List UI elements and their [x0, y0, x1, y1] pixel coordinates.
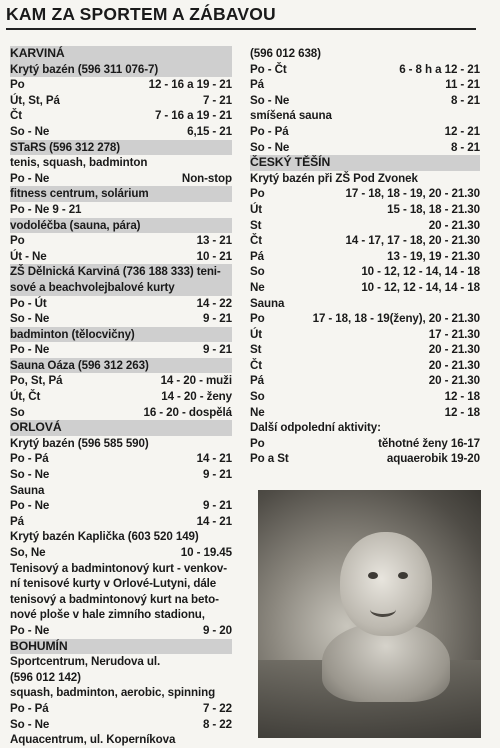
venue-heading	[10, 218, 232, 234]
row-label: tenisový a badmintonový kurt na beto-	[10, 592, 219, 606]
row-label: So, Ne	[10, 546, 46, 559]
row-label: So	[250, 390, 265, 404]
venue-heading	[10, 186, 232, 202]
row-label: Čt	[250, 234, 263, 248]
row-label: ní tenisové kurty v Orlové-Lutyni, dále	[10, 577, 217, 591]
city-heading	[10, 46, 232, 62]
row-label: Út	[250, 202, 263, 216]
schedule-row	[10, 389, 232, 405]
row-label: So - Ne	[10, 717, 50, 731]
schedule-row	[250, 140, 480, 156]
schedule-row	[10, 483, 232, 499]
row-label: Ne	[250, 405, 265, 419]
row-label: Pá	[250, 249, 264, 263]
schedule-row	[250, 405, 480, 421]
photo-baby-eye	[398, 572, 408, 579]
venue-heading	[10, 140, 232, 156]
row-label: Po	[10, 234, 25, 248]
schedule-row	[10, 545, 232, 561]
row-label: Po	[250, 187, 265, 201]
page-title: KAM ZA SPORTEM A ZÁBAVOU	[6, 4, 476, 30]
row-value: 14 - 20 - muži	[160, 374, 232, 388]
schedule-row	[10, 529, 232, 545]
row-label: Út	[250, 327, 263, 341]
row-label: Pá	[250, 374, 264, 388]
row-label: Po - Pá	[10, 701, 49, 715]
schedule-row	[10, 732, 232, 748]
schedule-row	[10, 451, 232, 467]
row-label: So - Ne	[10, 124, 50, 138]
row-label: Po - Ne 9 - 21	[10, 202, 82, 216]
row-value: 12 - 18	[444, 390, 480, 404]
row-value: 9 - 21	[202, 468, 232, 482]
row-value: 8 - 22	[202, 717, 232, 731]
schedule-row	[10, 124, 232, 140]
row-label: vodoléčba (sauna, pára)	[10, 218, 141, 232]
schedule-row	[10, 108, 232, 124]
row-value: 9 - 20	[202, 623, 232, 637]
schedule-row	[250, 342, 480, 358]
row-value: 20 - 21.30	[428, 374, 480, 388]
row-label: BOHUMÍN	[10, 638, 68, 653]
schedule-row	[250, 46, 480, 62]
schedule-row	[10, 77, 232, 93]
schedule-row	[250, 233, 480, 249]
row-label: Po	[10, 78, 25, 92]
schedule-row	[250, 218, 480, 234]
row-value: 13 - 19, 19 - 21.30	[387, 249, 480, 263]
row-value: 8 - 21	[450, 140, 480, 154]
row-value: 9 - 21	[202, 499, 232, 513]
schedule-row	[10, 514, 232, 530]
row-value: 17 - 21.30	[428, 327, 480, 341]
schedule-row	[250, 451, 480, 467]
venue-heading	[10, 62, 232, 78]
schedule-row	[250, 186, 480, 202]
row-label: Út, St, Pá	[10, 93, 60, 107]
row-value: 6 - 8 h a 12 - 21	[399, 62, 480, 76]
photo-baby-head	[340, 532, 432, 636]
schedule-row	[10, 155, 232, 171]
row-value: 11 - 21	[445, 78, 480, 92]
schedule-row	[10, 654, 232, 670]
schedule-row	[250, 249, 480, 265]
row-value: 13 - 21	[196, 234, 232, 248]
row-label: So - Ne	[10, 468, 50, 482]
row-label: St	[250, 343, 262, 357]
schedule-row	[10, 717, 232, 733]
row-label: fitness centrum, solárium	[10, 187, 149, 201]
row-label: Krytý bazén při ZŠ Pod Zvonek	[250, 171, 418, 185]
schedule-row	[10, 436, 232, 452]
schedule-row	[10, 576, 232, 592]
row-label: Po - Ne	[10, 623, 50, 637]
row-label: Po - Út	[10, 296, 47, 310]
schedule-row	[10, 342, 232, 358]
schedule-row	[250, 62, 480, 78]
schedule-row	[10, 670, 232, 686]
row-value: 14 - 22	[196, 296, 232, 310]
row-label: ZŠ Dělnická Karviná (736 188 333) teni-	[10, 265, 221, 279]
schedule-row	[10, 561, 232, 577]
row-label: Sauna Oáza (596 312 263)	[10, 358, 149, 372]
schedule-row	[250, 327, 480, 343]
row-label: Pá	[250, 78, 264, 92]
schedule-row	[250, 124, 480, 140]
row-value: těhotné ženy 16-17	[378, 436, 480, 450]
row-label: Út, Čt	[10, 390, 41, 404]
row-label: smíšená sauna	[250, 109, 332, 123]
row-label: Čt	[250, 358, 263, 372]
row-label: Po - Pá	[10, 452, 49, 466]
row-label: Ne	[250, 280, 265, 294]
schedule-row	[250, 389, 480, 405]
row-label: Po, St, Pá	[10, 374, 63, 388]
row-value: aquaerobik 19-20	[386, 452, 480, 466]
schedule-row	[10, 623, 232, 639]
row-label: Po - Čt	[250, 62, 287, 76]
schedule-row	[10, 467, 232, 483]
row-label: KARVINÁ	[10, 46, 65, 60]
schedule-row	[10, 498, 232, 514]
row-value: 10 - 12, 12 - 14, 14 - 18	[361, 280, 480, 294]
row-value: 10 - 19.45	[180, 546, 232, 559]
venue-heading	[10, 358, 232, 374]
schedule-row	[10, 93, 232, 109]
row-value: 7 - 22	[202, 701, 232, 715]
row-value: 14 - 21	[196, 452, 232, 466]
schedule-row	[250, 420, 480, 436]
venue-heading	[10, 280, 232, 296]
schedule-row	[10, 296, 232, 312]
row-value: 16 - 20 - dospělá	[143, 405, 232, 419]
schedule-row	[250, 77, 480, 93]
row-label: So	[250, 265, 265, 279]
row-label: Tenisový a badmintonový kurt - venkov-	[10, 561, 227, 575]
schedule-row	[10, 249, 232, 265]
row-label: ORLOVÁ	[10, 420, 62, 435]
row-label: St	[250, 218, 262, 232]
schedule-row	[10, 405, 232, 421]
schedule-row	[10, 233, 232, 249]
right-column	[250, 46, 480, 467]
row-label: (596 012 142)	[10, 670, 81, 684]
photo-baby-eye	[368, 572, 378, 579]
row-value: 20 - 21.30	[428, 343, 480, 357]
row-value: 7 - 21	[202, 93, 232, 107]
row-label: badminton (tělocvičny)	[10, 327, 135, 341]
row-label: So - Ne	[10, 312, 50, 326]
row-label: Krytý bazén (596 585 590)	[10, 436, 149, 450]
left-column	[10, 46, 232, 748]
row-label: Po - Ne	[10, 499, 50, 513]
schedule-row	[250, 202, 480, 218]
row-label: Čt	[10, 109, 23, 123]
row-label: So	[10, 405, 25, 419]
row-label: Po a St	[250, 452, 289, 466]
schedule-row	[10, 373, 232, 389]
row-label: Sauna	[250, 296, 285, 310]
row-label: nové ploše v hale zimního stadionu,	[10, 608, 205, 622]
row-value: 15 - 18, 18 - 21.30	[387, 202, 480, 216]
city-heading	[250, 155, 480, 171]
schedule-row	[10, 311, 232, 327]
row-label: Krytý bazén Kaplička (603 520 149)	[10, 530, 199, 544]
row-label: So - Ne	[250, 93, 290, 107]
row-label: (596 012 638)	[250, 47, 321, 60]
row-label: Po - Pá	[250, 124, 289, 138]
row-value: 10 - 21	[196, 249, 232, 263]
row-value: 6,15 - 21	[187, 124, 232, 138]
row-label: Další odpolední aktivity:	[250, 421, 381, 435]
city-heading	[10, 420, 232, 436]
schedule-row	[250, 264, 480, 280]
row-value: 12 - 21	[444, 124, 480, 138]
row-label: tenis, squash, badminton	[10, 156, 148, 170]
photo-baby-mouth	[370, 602, 396, 617]
row-value: 12 - 18	[444, 405, 480, 419]
row-label: So - Ne	[250, 140, 290, 154]
row-label: Pá	[10, 514, 24, 528]
schedule-row	[10, 701, 232, 717]
row-label: Aquacentrum, ul. Koperníkova	[10, 733, 176, 747]
row-label: Sportcentrum, Nerudova ul.	[10, 655, 161, 669]
row-value: 8 - 21	[450, 93, 480, 107]
row-value: 9 - 21	[202, 312, 232, 326]
row-value: 17 - 18, 18 - 19(ženy), 20 - 21.30	[312, 312, 480, 326]
row-label: Po	[250, 436, 265, 450]
schedule-row	[10, 685, 232, 701]
schedule-row	[10, 202, 232, 218]
row-label: STaRS (596 312 278)	[10, 140, 121, 154]
row-value: 7 - 16 a 19 - 21	[154, 109, 232, 123]
schedule-row	[250, 108, 480, 124]
schedule-row	[10, 171, 232, 187]
row-value: 9 - 21	[202, 343, 232, 357]
city-heading	[10, 639, 232, 655]
schedule-row	[10, 592, 232, 608]
row-label: Po - Ne	[10, 343, 50, 357]
baby-photo	[258, 490, 481, 738]
row-value: 10 - 12, 12 - 14, 14 - 18	[361, 265, 480, 279]
schedule-row	[10, 607, 232, 623]
row-value: 14 - 17, 17 - 18, 20 - 21.30	[345, 234, 480, 248]
row-value: 12 - 16 a 19 - 21	[148, 78, 232, 92]
schedule-row	[250, 93, 480, 109]
row-value: Non-stop	[181, 171, 232, 185]
row-label: Po - Ne	[10, 171, 50, 185]
row-value: 14 - 20 - ženy	[161, 390, 232, 404]
schedule-row	[250, 296, 480, 312]
row-value: 14 - 21	[196, 514, 232, 528]
schedule-row	[250, 373, 480, 389]
schedule-row	[250, 311, 480, 327]
schedule-row	[250, 171, 480, 187]
row-label: Sauna	[10, 483, 45, 497]
row-value: 20 - 21.30	[428, 358, 480, 372]
row-label: ČESKÝ TĚŠÍN	[250, 155, 331, 170]
schedule-row	[250, 436, 480, 452]
schedule-row	[250, 358, 480, 374]
row-label: sové a beachvolejbalové kurty	[10, 280, 175, 294]
row-label: squash, badminton, aerobic, spinning	[10, 686, 216, 700]
venue-heading	[10, 327, 232, 343]
row-label: Krytý bazén (596 311 076-7)	[10, 62, 159, 76]
row-label: Po	[250, 312, 265, 326]
row-label: Út - Ne	[10, 249, 47, 263]
row-value: 17 - 18, 18 - 19, 20 - 21.30	[345, 187, 480, 201]
schedule-row	[250, 280, 480, 296]
venue-heading	[10, 264, 232, 280]
row-value: 20 - 21.30	[428, 218, 480, 232]
